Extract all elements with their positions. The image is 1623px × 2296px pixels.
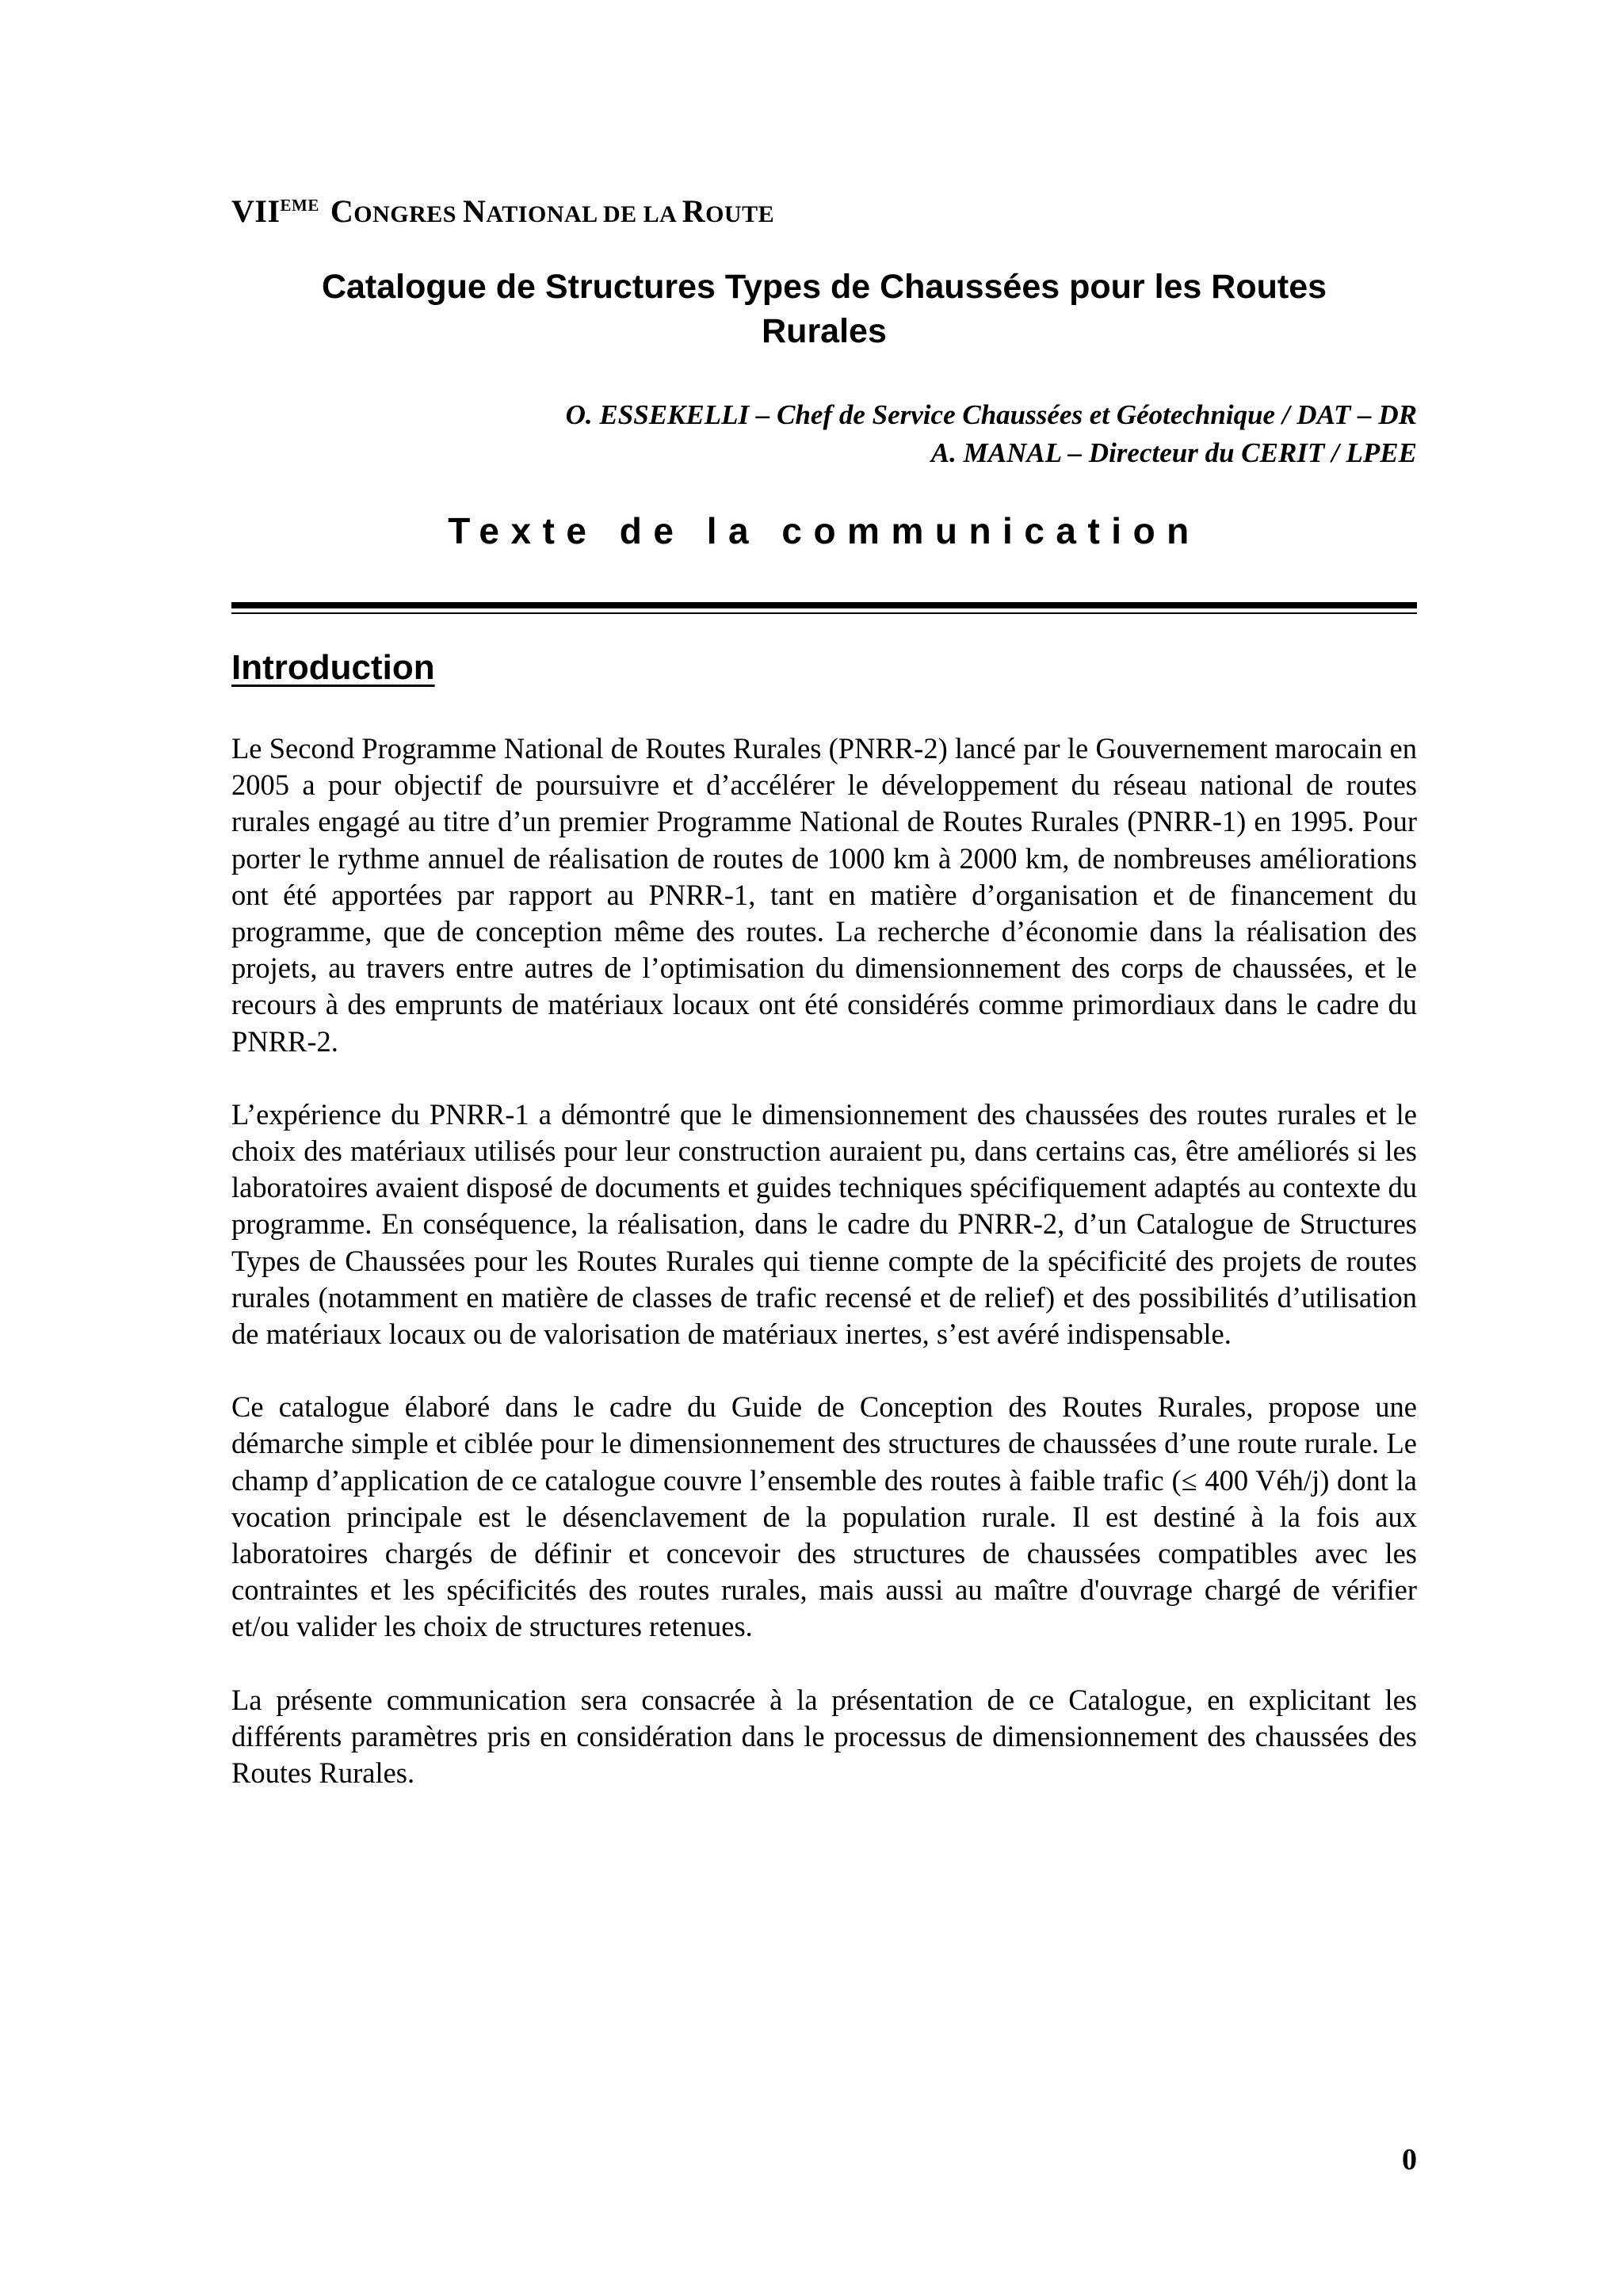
paragraph: La présente communication sera consacrée à la présentation de ce Catalogue, en explicitant les différents paramètres pris en considération dans le processus de dimensionnement des chaussées des Routes Rurales. [231, 1683, 1417, 1790]
section-heading: Introduction [231, 648, 435, 687]
section-body [231, 730, 1417, 1828]
congress-word: CONGRES [330, 193, 456, 229]
divider-thick [231, 602, 1417, 608]
congress-header [231, 193, 774, 230]
congress-word: ROUTE [682, 193, 775, 229]
paragraph: Ce catalogue élaboré dans le cadre du Guide de Conception des Routes Rurales, propose une démarche simple et ciblée pour le dimensionnement des structures de chaussées d’une route rurale. Le champ d’application de ce catalogue couvre l’ensemble des routes à faible trafic (≤ 400 Véh/j) dont la vocation principale est le désenclavement de la population rurale. Il est destiné à la fois aux laboratoires chargés de définir et concevoir des structures de chaussées compatibles avec les contraintes et les spécificités des routes rurales, mais aussi au maître d'ouvrage chargé de vérifier et/ou valider les choix de structures retenues. [231, 1390, 1417, 1643]
author-line: O. ESSEKELLI – Chef de Service Chaussées et Géotechnique / DAT – DR [565, 399, 1417, 430]
title-line: Catalogue de Structures Types de Chaussées pour les Routes [321, 268, 1327, 306]
congress-prefix: VII [231, 193, 281, 229]
congress-word: NATIONAL DE LA [462, 193, 676, 229]
title-line: Rurales [762, 312, 887, 350]
paragraph: L’expérience du PNRR-1 a démontré que le dimensionnement des chaussées des routes rurales et le choix des matériaux utilisés pour leur construction auraient pu, dans certains cas, être améliorés si les laboratoires avaient disposé de documents et guides techniques spécifiquement adaptés au contexte du programme. En conséquence, la réalisation, dans le cadre du PNRR-2, d’un Catalogue de Structures Types de Chaussées pour les Routes Rurales qui tienne compte de la spécificité des projets de routes rurales (notamment en matière de classes de trafic recensé et de relief) et des possibilités d’utilisation de matériaux locaux ou de valorisation de matériaux inertes, s’est avéré indispensable. [231, 1097, 1417, 1351]
author-line: A. MANAL – Directeur du CERIT / LPEE [930, 437, 1417, 468]
paragraph: Le Second Programme National de Routes Rurales (PNRR-2) lancé par le Gouvernement marocain en 2005 a pour objectif de poursuivre et d’accélérer le développement du réseau national de routes rurales engagé au titre d’un premier Programme National de Routes Rurales (PNRR-1) en 1995. Pour porter le rythme annuel de réalisation de routes de 1000 km à 2000 km, de nombreuses améliorations ont été apportées par rapport au PNRR-1, tant en matière d’organisation et de financement du programme, que de conception même des routes. La recherche d’économie dans la réalisation des projets, au travers entre autres de l’optimisation du dimensionnement des corps de chaussées, et le recours à des emprunts de matériaux locaux ont été considérés comme primordiaux dans le cadre du PNRR-2. [231, 732, 1417, 1058]
document-subtitle: Texte de la communication [448, 510, 1201, 551]
authors-block [566, 396, 1417, 472]
document-title [231, 265, 1417, 353]
page-number: 0 [1402, 2143, 1417, 2176]
congress-superscript: EME [280, 196, 319, 215]
divider-thin [231, 612, 1417, 614]
